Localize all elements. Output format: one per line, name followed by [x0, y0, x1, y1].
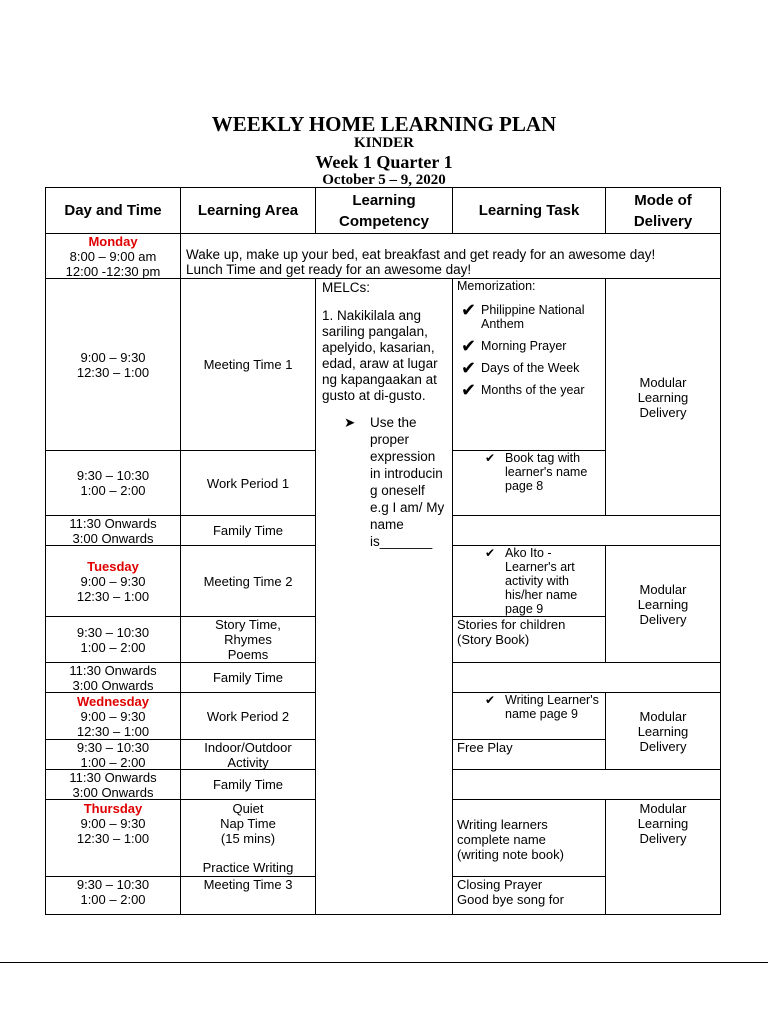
- time-start: 11:30 Onwards: [69, 769, 157, 785]
- monday-session-1-task: [452, 278, 606, 451]
- header-mode-of-delivery: [605, 187, 721, 234]
- learning-plan-table: [45, 187, 721, 915]
- monday-session-3-time: [45, 515, 181, 546]
- time-end: 3:00 Onwards: [72, 530, 154, 546]
- competency-item-1: 1. Nakikilala ang sariling pangalan, apelyido, kasarian, edad, araw at lugar ng kapangaakan at gusto at di-gusto.: [322, 308, 438, 403]
- task-line: Stories for children: [457, 617, 566, 632]
- learning-area-line: Poems: [227, 647, 269, 662]
- header-mode-line-1: Mode of: [634, 191, 692, 209]
- task-item: Philippine National Anthem: [481, 303, 585, 331]
- task-item: Book tag with learner's name page 8: [505, 451, 588, 493]
- time-end: 1:00 – 2:00: [80, 754, 146, 770]
- competency-bullet-text: Use the proper expression in introducin g oneself e.g I am/ My name is_______: [370, 415, 445, 549]
- task-list: [457, 451, 601, 493]
- learning-area-line: Story Time,: [215, 617, 281, 632]
- tuesday-session-3-area: [180, 662, 316, 693]
- wednesday-session-1-task: [452, 692, 606, 740]
- mode-line: Delivery: [639, 611, 687, 627]
- tuesday-session-2-area: [180, 616, 316, 663]
- task-item: Writing Learner's name page 9: [505, 693, 599, 721]
- mode-line: Learning: [637, 596, 689, 612]
- mode-line: Delivery: [639, 404, 687, 420]
- thursday-session-1-time: [45, 799, 181, 877]
- wednesday-session-2-task: [452, 739, 606, 770]
- grade-level: KINDER: [353, 135, 414, 151]
- learning-area-label: Work Period 1: [206, 475, 290, 491]
- week-quarter: Week 1 Quarter 1: [315, 152, 453, 172]
- learning-area-label: Family Time: [212, 670, 284, 685]
- date-range: October 5 – 9, 2020: [322, 172, 446, 188]
- learning-area-label: Family Time: [212, 523, 284, 538]
- learning-area-line: Activity: [227, 754, 269, 770]
- monday-session-2-task: [452, 450, 606, 516]
- monday-routine-cell: [180, 233, 721, 279]
- mode-line: Delivery: [639, 738, 687, 754]
- check-item: [457, 383, 601, 397]
- thursday-session-1-task: [452, 799, 606, 877]
- time-start: 9:00 – 9:30: [80, 816, 146, 831]
- wednesday-mode-cell: [605, 692, 721, 770]
- learning-area-line: Practice Writing: [202, 860, 294, 875]
- learning-area-line: (15 mins): [220, 831, 276, 846]
- wednesday-session-3-empty: [452, 769, 721, 800]
- mode-line: Learning: [637, 723, 689, 739]
- thursday-session-2-area: [180, 876, 316, 915]
- tuesday-session-2-time: [45, 616, 181, 663]
- wednesday-session-2-time: [45, 739, 181, 770]
- header-learning-area: [180, 187, 316, 234]
- check-item: [457, 339, 601, 353]
- time-end: 1:00 – 2:00: [80, 639, 146, 655]
- mode-line: Delivery: [639, 831, 687, 846]
- monday-routine-time-cell: [45, 233, 181, 279]
- monday-mode-cell: [605, 278, 721, 516]
- thursday-session-2-task: [452, 876, 606, 915]
- tuesday-session-3-empty: [452, 662, 721, 693]
- time-end: 12:30 – 1:00: [76, 723, 150, 739]
- learning-area-label: Meeting Time 1: [203, 357, 293, 372]
- mode-line: Modular: [639, 801, 687, 816]
- header-learning-competency: [315, 187, 453, 234]
- task-item: Months of the year: [481, 383, 585, 397]
- header-competency-line-1: Learning: [352, 191, 416, 209]
- mode-line: Modular: [639, 708, 687, 724]
- thursday-session-1-area: [180, 799, 316, 877]
- check-item: [457, 361, 601, 375]
- wednesday-session-3-time: [45, 769, 181, 800]
- task-list: [457, 693, 601, 721]
- monday-routine-line-2: Lunch Time and get ready for an awesome day!: [186, 262, 472, 277]
- mode-line: Modular: [639, 581, 687, 597]
- time-start: 9:30 – 10:30: [76, 468, 150, 483]
- task-item: Ako Ito - Learner's art activity with his/her name page 9: [505, 546, 578, 616]
- learning-area-label: Family Time: [212, 777, 284, 792]
- thursday-session-2-time: [45, 876, 181, 915]
- header-day-time-label: Day and Time: [64, 202, 162, 219]
- task-line: Free Play: [457, 740, 513, 755]
- task-line: Good bye song for: [457, 892, 564, 907]
- check-item: [481, 451, 601, 493]
- header-learning-task-label: Learning Task: [478, 202, 580, 219]
- competency-title: MELCs:: [322, 280, 371, 295]
- time-start: 9:30 – 10:30: [76, 877, 150, 892]
- time-end: 3:00 Onwards: [72, 784, 154, 800]
- time-start: 9:00 – 9:30: [80, 573, 146, 589]
- task-line: (writing note book): [457, 847, 564, 862]
- monday-session-2-time: [45, 450, 181, 516]
- header-learning-area-label: Learning Area: [197, 202, 299, 219]
- time-end: 12:30 – 1:00: [76, 364, 150, 380]
- task-item: Morning Prayer: [481, 339, 567, 353]
- learning-area-line: Nap Time: [220, 816, 276, 831]
- tuesday-session-1-task: [452, 545, 606, 617]
- learning-area-line: Indoor/Outdoor: [204, 739, 292, 755]
- learning-area-line: Quiet: [232, 801, 264, 816]
- monday-routine-time-2: 12:00 -12:30 pm: [65, 263, 161, 279]
- time-end: 1:00 – 2:00: [80, 892, 146, 907]
- monday-session-1-time: [45, 278, 181, 451]
- page-title: WEEKLY HOME LEARNING PLAN: [211, 112, 557, 136]
- time-start: 9:30 – 10:30: [76, 739, 150, 755]
- memorization-list: [457, 303, 601, 397]
- competency-cell: [315, 278, 453, 915]
- day-wednesday: Wednesday: [76, 693, 149, 709]
- wednesday-session-1-area: [180, 692, 316, 740]
- learning-area-label: Meeting Time 3: [203, 877, 293, 892]
- task-title: Memorization:: [457, 279, 536, 293]
- tuesday-session-3-time: [45, 662, 181, 693]
- header-learning-task: [452, 187, 606, 234]
- mode-line: Modular: [639, 374, 687, 390]
- check-item: [481, 693, 601, 721]
- monday-session-1-area: [180, 278, 316, 451]
- wednesday-session-3-area: [180, 769, 316, 800]
- mode-line: Learning: [637, 389, 689, 405]
- arrow-bullet-icon: ➤: [344, 415, 356, 430]
- time-end: 12:30 – 1:00: [76, 831, 150, 846]
- learning-area-line: Rhymes: [224, 632, 272, 647]
- time-start: 11:30 Onwards: [69, 662, 157, 678]
- wednesday-session-2-area: [180, 739, 316, 770]
- tuesday-mode-cell: [605, 545, 721, 663]
- task-line: (Story Book): [457, 632, 530, 647]
- header-competency-line-2: Competency: [338, 212, 430, 230]
- learning-area-label: Work Period 2: [206, 708, 290, 724]
- task-line: complete name: [457, 832, 546, 847]
- time-start: 9:00 – 9:30: [80, 349, 146, 365]
- time-end: 1:00 – 2:00: [80, 483, 146, 498]
- learning-area-label: Meeting Time 2: [203, 573, 293, 589]
- task-item: Days of the Week: [481, 361, 580, 375]
- mode-line: Learning: [637, 816, 689, 831]
- thursday-mode-cell: [605, 799, 721, 915]
- wednesday-session-1-time: [45, 692, 181, 740]
- time-end: 12:30 – 1:00: [76, 588, 150, 604]
- monday-session-2-area: [180, 450, 316, 516]
- check-item: [457, 303, 601, 331]
- monday-session-3-area: [180, 515, 316, 546]
- day-thursday: Thursday: [83, 801, 143, 816]
- time-start: 9:00 – 9:30: [80, 708, 146, 724]
- check-item: [481, 546, 601, 616]
- competency-bullet: [322, 414, 446, 550]
- tuesday-session-1-time: [45, 545, 181, 617]
- time-end: 3:00 Onwards: [72, 677, 154, 693]
- task-list: [457, 546, 601, 616]
- header-mode-line-2: Delivery: [633, 212, 693, 230]
- header-day-time: [45, 187, 181, 234]
- monday-routine-line-1: Wake up, make up your bed, eat breakfast and get ready for an awesome day!: [186, 247, 656, 262]
- day-tuesday: Tuesday: [87, 558, 139, 574]
- tuesday-session-1-area: [180, 545, 316, 617]
- monday-session-3-empty: [452, 515, 721, 546]
- time-start: 11:30 Onwards: [69, 515, 157, 531]
- tuesday-session-2-task: [452, 616, 606, 663]
- task-line: Closing Prayer: [457, 877, 543, 892]
- time-start: 9:30 – 10:30: [76, 624, 150, 640]
- day-monday: Monday: [88, 233, 138, 249]
- task-line: Writing learners: [457, 817, 548, 832]
- monday-routine-time-1: 8:00 – 9:00 am: [69, 248, 157, 264]
- page-divider: [0, 962, 768, 963]
